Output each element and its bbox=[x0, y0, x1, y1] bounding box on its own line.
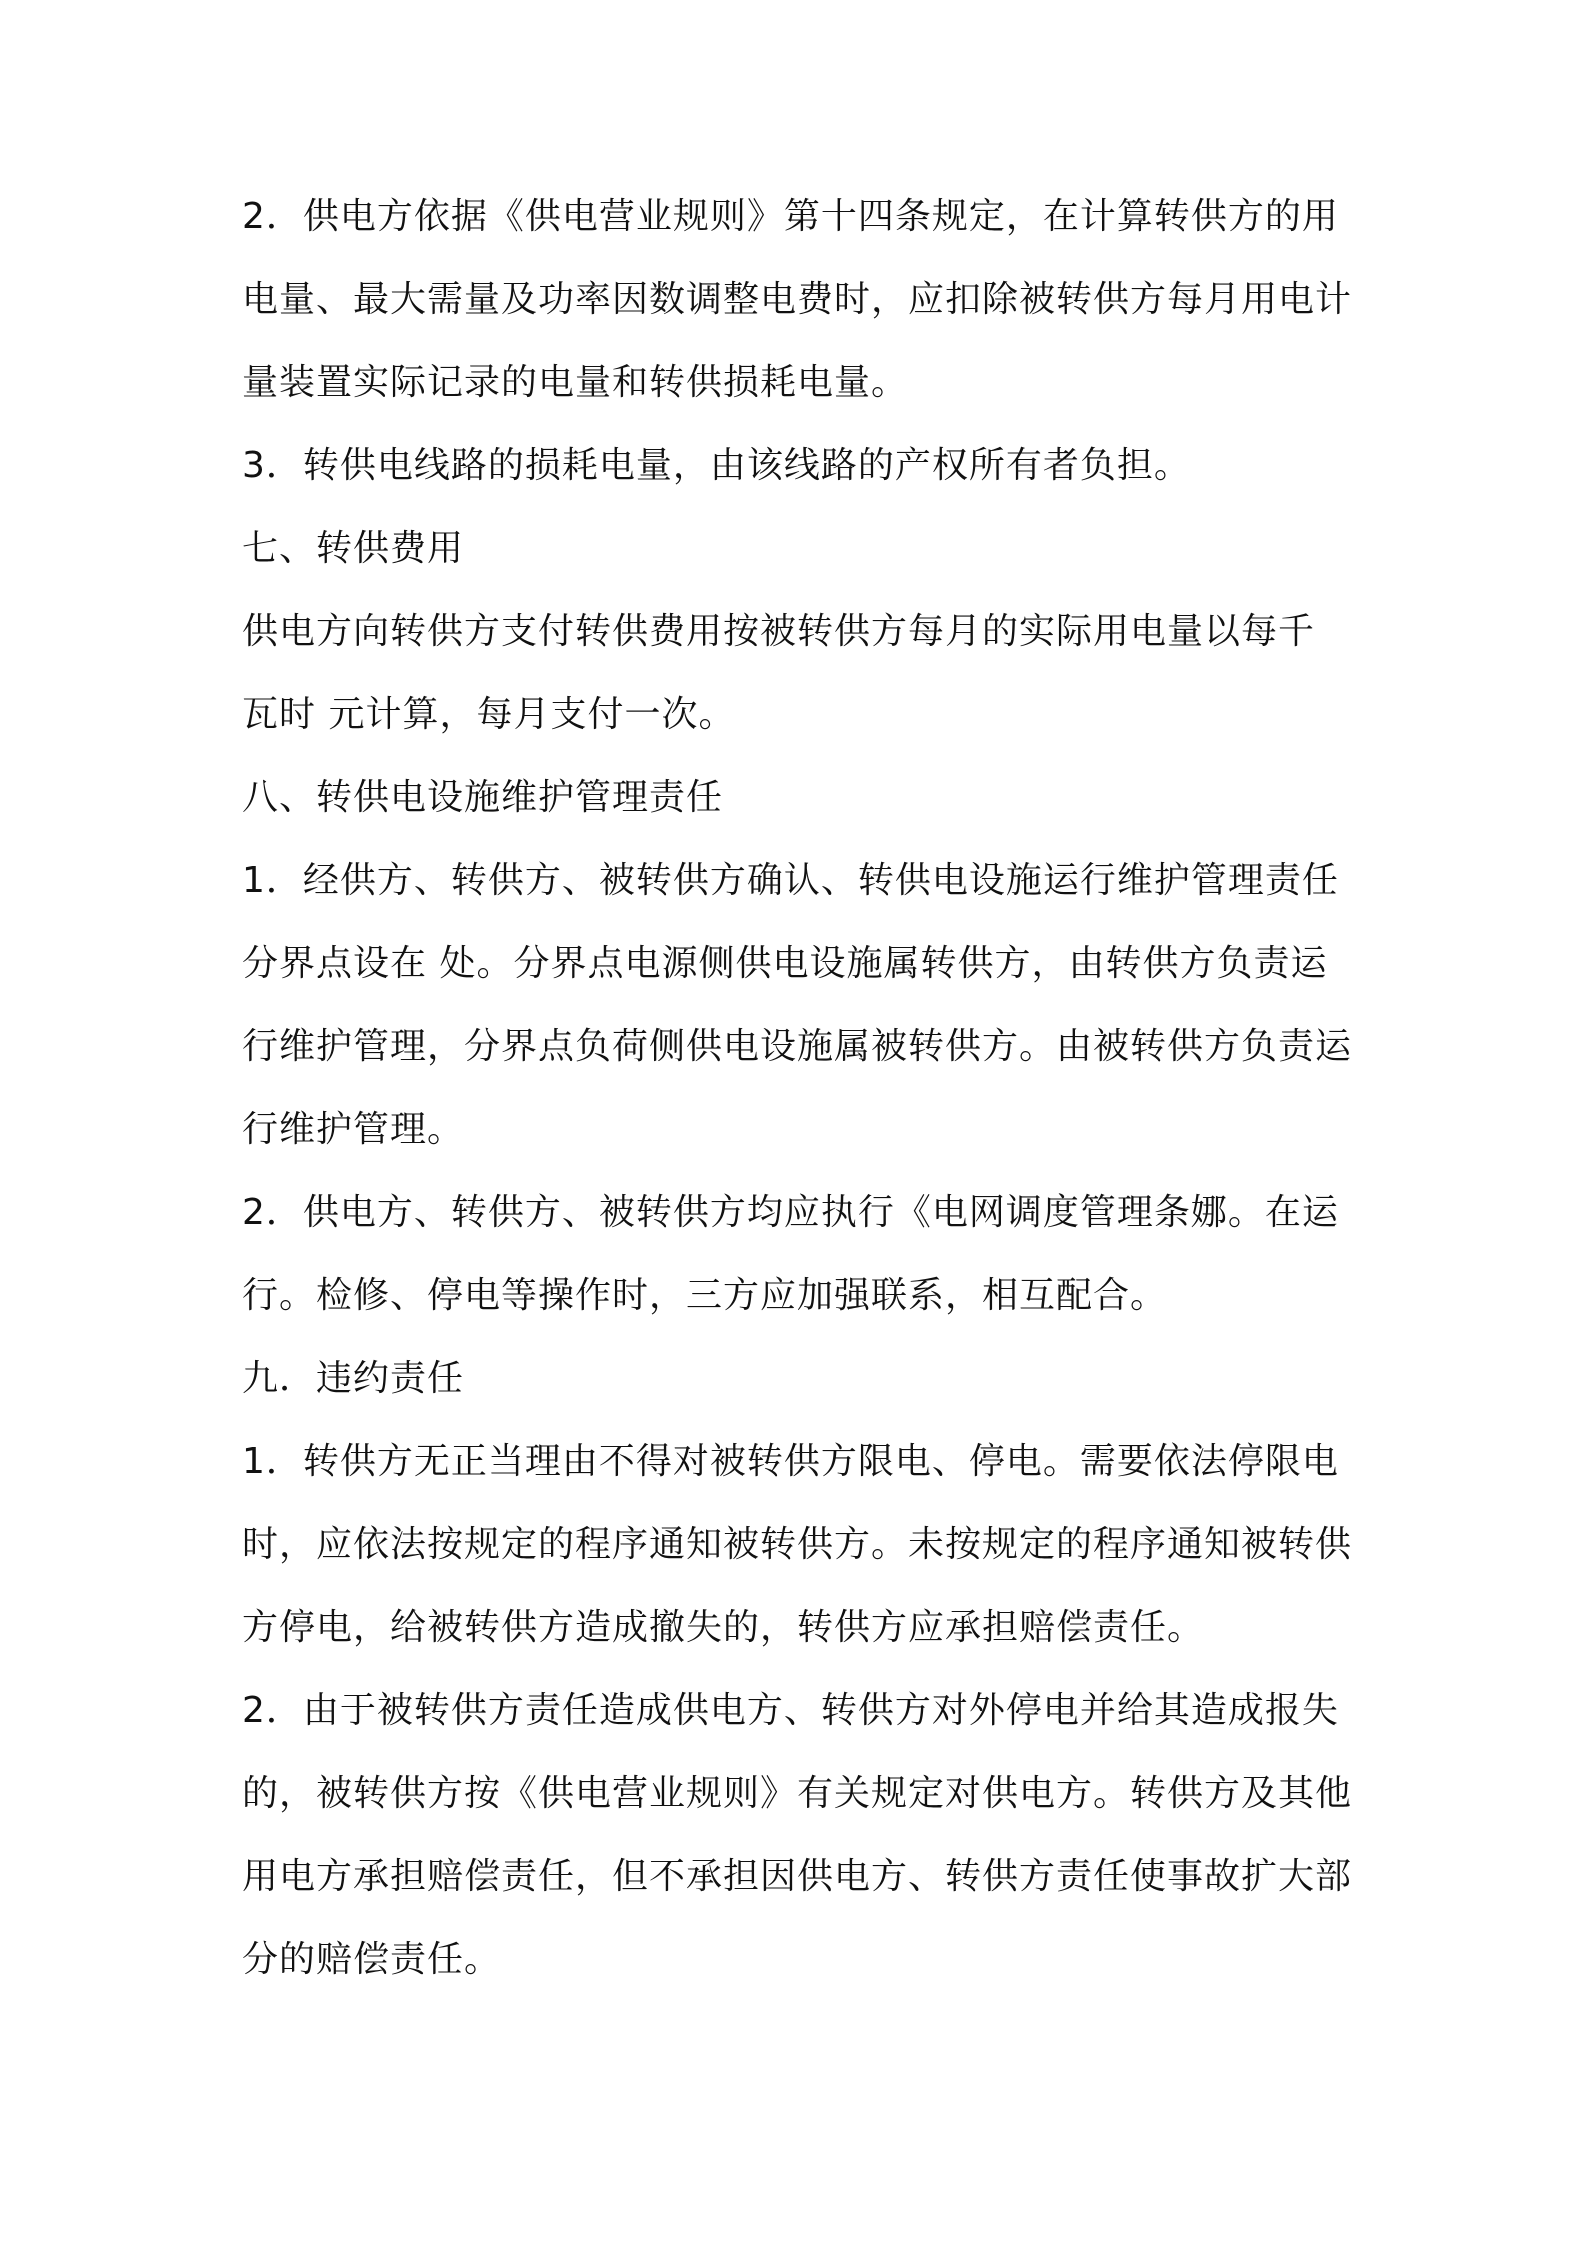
section-heading: 九．违约责任 bbox=[242, 1358, 465, 1399]
text-line: 行。检修、停电等操作时，三方应加强联系，相互配合。 bbox=[242, 1275, 1168, 1316]
text-line: 2．供电方、转供方、被转供方均应执行《电网调度管理条娜。在运 bbox=[242, 1192, 1339, 1233]
text-line: 1．经供方、转供方、被转供方确认、转供电设施运行维护管理责任 bbox=[242, 860, 1339, 901]
text-line: 方停电，给被转供方造成撤失的，转供方应承担赔偿责任。 bbox=[242, 1607, 1205, 1648]
text-line: 2．由于被转供方责任造成供电方、转供方对外停电并给其造成报失 bbox=[242, 1690, 1339, 1731]
text-line: 时，应依法按规定的程序通知被转供方。未按规定的程序通知被转供 bbox=[242, 1524, 1353, 1565]
text-line: 的，被转供方按《供电营业规则》有关规定对供电方。转供方及其他 bbox=[242, 1773, 1353, 1814]
section-heading: 七、转供费用 bbox=[242, 528, 465, 569]
text-line: 量装置实际记录的电量和转供损耗电量。 bbox=[242, 362, 909, 403]
text-line: 3．转供电线路的损耗电量，由该线路的产权所有者负担。 bbox=[242, 445, 1191, 486]
section-heading: 八、转供电设施维护管理责任 bbox=[242, 777, 724, 818]
text-line: 1．转供方无正当理由不得对被转供方限电、停电。需要依法停限电 bbox=[242, 1441, 1339, 1482]
text-line: 行维护管理，分界点负荷侧供电设施属被转供方。由被转供方负责运 bbox=[242, 1026, 1353, 1067]
text-line: 2．供电方依据《供电营业规则》第十四条规定，在计算转供方的用 bbox=[242, 196, 1339, 237]
text-line: 瓦时 元计算，每月支付一次。 bbox=[242, 694, 736, 735]
text-line: 分界点设在 处。分界点电源侧供电设施属转供方，由转供方负责运 bbox=[242, 943, 1328, 984]
text-line: 供电方向转供方支付转供费用按被转供方每月的实际用电量以每千 bbox=[242, 611, 1316, 652]
document-body bbox=[242, 196, 1362, 2022]
text-line: 分的赔偿责任。 bbox=[242, 1939, 502, 1980]
text-line: 用电方承担赔偿责任，但不承担因供电方、转供方责任使事故扩大部 bbox=[242, 1856, 1353, 1897]
text-line: 电量、最大需量及功率因数调整电费时，应扣除被转供方每月用电计 bbox=[242, 279, 1353, 320]
text-line: 行维护管理。 bbox=[242, 1109, 465, 1150]
